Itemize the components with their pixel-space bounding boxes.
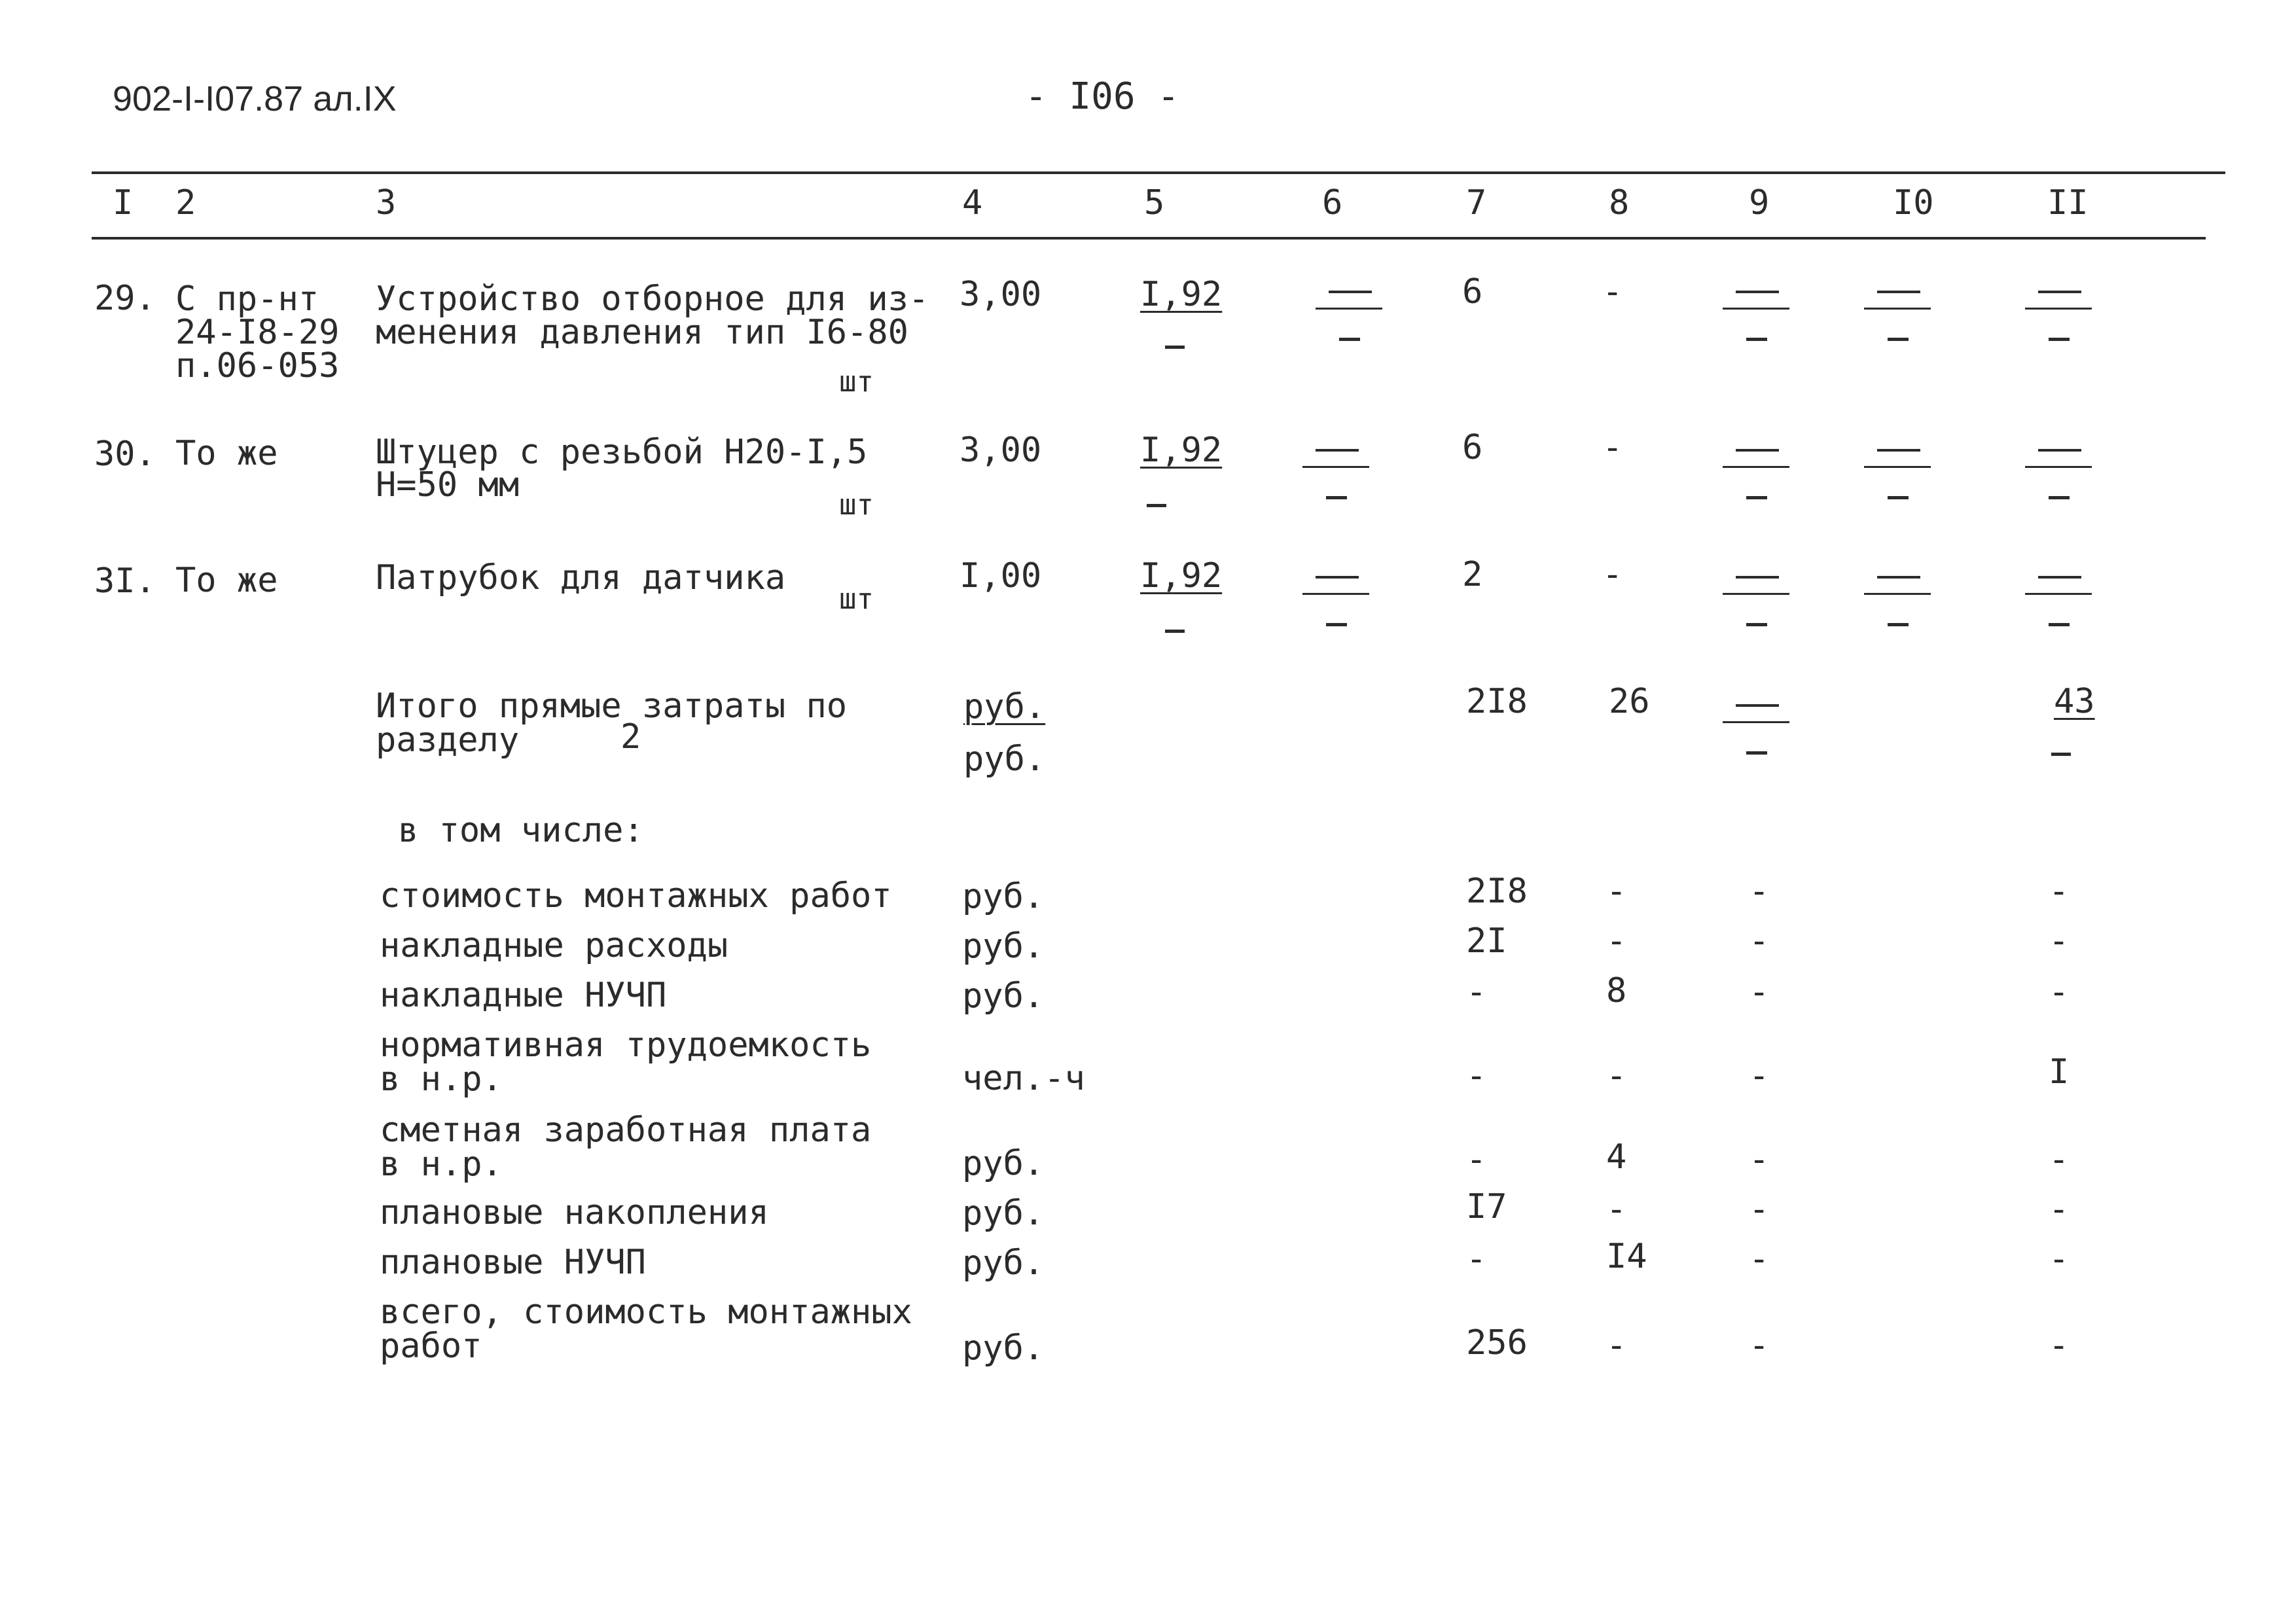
col10-fraction-dashes bbox=[1864, 567, 1936, 627]
breakdown-col9: - bbox=[1749, 921, 1770, 961]
column-header-6: 6 bbox=[1322, 183, 1343, 223]
quantity: I,00 bbox=[960, 556, 1042, 596]
unit-price-denominator-dash bbox=[1147, 504, 1166, 507]
col10-fraction-dashes bbox=[1864, 281, 1936, 342]
breakdown-label-line: стоимость монтажных работ bbox=[380, 876, 892, 916]
column-header-7: 7 bbox=[1466, 183, 1487, 223]
breakdown-unit: руб. bbox=[962, 976, 1045, 1016]
breakdown-col7: - bbox=[1466, 1240, 1487, 1279]
column-header-4: 4 bbox=[962, 183, 983, 223]
table-header-rule bbox=[92, 237, 2206, 240]
breakdown-unit: руб. bbox=[962, 1194, 1045, 1233]
breakdown-label-line: в н.р. bbox=[380, 1060, 503, 1099]
breakdown-col7: - bbox=[1466, 1056, 1487, 1096]
breakdown-label-line: нормативная трудоемкость bbox=[380, 1026, 872, 1065]
row-number: 30. bbox=[94, 435, 156, 474]
breakdown-col7: - bbox=[1466, 1140, 1487, 1179]
breakdown-unit: руб. bbox=[962, 877, 1045, 916]
row-number: 3I. bbox=[94, 562, 156, 601]
breakdown-label-line: накладные НУЧП bbox=[380, 976, 667, 1015]
breakdown-col9: - bbox=[1749, 972, 1770, 1012]
item-unit: шт bbox=[839, 582, 874, 616]
including-label: в том числе: bbox=[398, 811, 644, 850]
breakdown-col9: - bbox=[1749, 1240, 1770, 1279]
column-header-1: I bbox=[113, 183, 134, 223]
col11-fraction-dashes bbox=[2025, 567, 2097, 627]
source-line: п.06-053 bbox=[175, 346, 340, 385]
column-header-5: 5 bbox=[1144, 183, 1165, 223]
column-header-9: 9 bbox=[1749, 183, 1770, 223]
item-unit: шт bbox=[839, 365, 874, 399]
item-name-line: Штуцер с резьбой Н20-I,5 bbox=[376, 433, 868, 472]
col8-value: - bbox=[1602, 555, 1623, 594]
breakdown-col7: - bbox=[1466, 972, 1487, 1012]
breakdown-col7: 2I8 bbox=[1466, 872, 1528, 911]
total-unit-top: руб. bbox=[963, 687, 1046, 726]
total-label-line: Итого прямые затраты по bbox=[376, 687, 848, 726]
source-line: То же bbox=[175, 434, 278, 473]
breakdown-col8: - bbox=[1606, 1056, 1627, 1096]
col11-fraction-dashes bbox=[2025, 281, 2097, 342]
breakdown-col11: - bbox=[2049, 1190, 2070, 1229]
breakdown-col8: - bbox=[1606, 1190, 1627, 1229]
total-label-line: разделу bbox=[376, 721, 520, 760]
item-name-line: Н=50 мм bbox=[376, 465, 520, 505]
breakdown-unit: руб. bbox=[962, 1243, 1045, 1283]
unit-price: I,92 bbox=[1140, 556, 1223, 596]
breakdown-label-line: работ bbox=[380, 1327, 482, 1366]
breakdown-col8: - bbox=[1606, 1326, 1627, 1365]
col11-fraction-dashes bbox=[2025, 440, 2097, 500]
col9-fraction-dashes bbox=[1723, 567, 1795, 627]
breakdown-label-line: накладные расходы bbox=[380, 926, 728, 965]
total-unit-bottom: руб. bbox=[963, 740, 1046, 779]
breakdown-col11: - bbox=[2049, 1140, 2070, 1179]
breakdown-col9: - bbox=[1749, 1056, 1770, 1096]
breakdown-unit: руб. bbox=[962, 927, 1045, 966]
col6-fraction-dashes bbox=[1302, 567, 1374, 627]
col9-fraction-dashes bbox=[1723, 440, 1795, 500]
breakdown-unit: руб. bbox=[962, 1329, 1045, 1368]
item-name-line: Патрубок для датчика bbox=[376, 558, 786, 597]
breakdown-col9: - bbox=[1749, 1140, 1770, 1179]
item-name-line: менения давления тип I6-80 bbox=[376, 313, 908, 352]
breakdown-col8: 4 bbox=[1606, 1137, 1627, 1177]
breakdown-col8: - bbox=[1606, 921, 1627, 961]
col7-value: 6 bbox=[1462, 272, 1483, 312]
breakdown-unit: чел.-ч bbox=[962, 1059, 1085, 1098]
breakdown-col9: - bbox=[1749, 872, 1770, 911]
breakdown-label-line: всего, стоимость монтажных bbox=[380, 1293, 912, 1332]
breakdown-col11: - bbox=[2049, 1240, 2070, 1279]
breakdown-col11: - bbox=[2049, 921, 2070, 961]
unit-price: I,92 bbox=[1140, 275, 1223, 314]
breakdown-col11: - bbox=[2049, 872, 2070, 911]
breakdown-col11: I bbox=[2049, 1052, 2070, 1092]
item-unit: шт bbox=[839, 488, 874, 522]
breakdown-col11: - bbox=[2049, 972, 2070, 1012]
column-header-3: 3 bbox=[376, 183, 397, 223]
total-col7: 2I8 bbox=[1466, 682, 1528, 721]
row-number: 29. bbox=[94, 279, 156, 318]
source-line: То же bbox=[175, 561, 278, 600]
column-header-2: 2 bbox=[175, 183, 196, 223]
col6-fraction-dashes bbox=[1316, 281, 1388, 342]
breakdown-col8: - bbox=[1606, 872, 1627, 911]
breakdown-col9: - bbox=[1749, 1190, 1770, 1229]
quantity: 3,00 bbox=[960, 275, 1042, 314]
breakdown-col7: I7 bbox=[1466, 1187, 1507, 1226]
unit-price-denominator-dash bbox=[1165, 346, 1185, 349]
total-col11-denominator-dash bbox=[2051, 753, 2071, 756]
col8-value: - bbox=[1602, 272, 1623, 312]
breakdown-label-line: сметная заработная плата bbox=[380, 1111, 872, 1150]
table-top-rule bbox=[92, 171, 2225, 174]
breakdown-unit: руб. bbox=[962, 1144, 1045, 1183]
column-header-8: 8 bbox=[1609, 183, 1630, 223]
breakdown-col8: I4 bbox=[1606, 1237, 1647, 1276]
column-header-11: II bbox=[2047, 183, 2089, 223]
column-header-10: I0 bbox=[1893, 183, 1934, 223]
col10-fraction-dashes bbox=[1864, 440, 1936, 500]
col8-value: - bbox=[1602, 428, 1623, 467]
col6-fraction-dashes bbox=[1302, 440, 1374, 500]
breakdown-col9: - bbox=[1749, 1326, 1770, 1365]
total-col11: 43 bbox=[2054, 682, 2095, 721]
unit-price-denominator-dash bbox=[1165, 630, 1185, 633]
page-number: - I06 - bbox=[1025, 75, 1180, 118]
source-line: С пр-нт bbox=[175, 279, 319, 319]
col7-value: 6 bbox=[1462, 428, 1483, 467]
section-number: 2 bbox=[620, 717, 641, 757]
document-code: 902-I-I07.87 ал.IX bbox=[113, 79, 397, 118]
col9-fraction-dashes bbox=[1723, 281, 1795, 342]
breakdown-label-line: плановые НУЧП bbox=[380, 1243, 646, 1282]
breakdown-col7: 2I bbox=[1466, 921, 1507, 961]
breakdown-label-line: в н.р. bbox=[380, 1145, 503, 1184]
breakdown-col11: - bbox=[2049, 1326, 2070, 1365]
total-col9-fraction-dashes bbox=[1723, 695, 1795, 755]
breakdown-col7: 256 bbox=[1466, 1323, 1528, 1363]
breakdown-col8: 8 bbox=[1606, 971, 1627, 1010]
source-line: 24-I8-29 bbox=[175, 313, 340, 352]
quantity: 3,00 bbox=[960, 431, 1042, 470]
unit-price: I,92 bbox=[1140, 431, 1223, 470]
breakdown-label-line: плановые накопления bbox=[380, 1193, 769, 1232]
total-col8: 26 bbox=[1609, 682, 1650, 721]
col7-value: 2 bbox=[1462, 555, 1483, 594]
item-name-line: Устройство отборное для из- bbox=[376, 279, 929, 319]
